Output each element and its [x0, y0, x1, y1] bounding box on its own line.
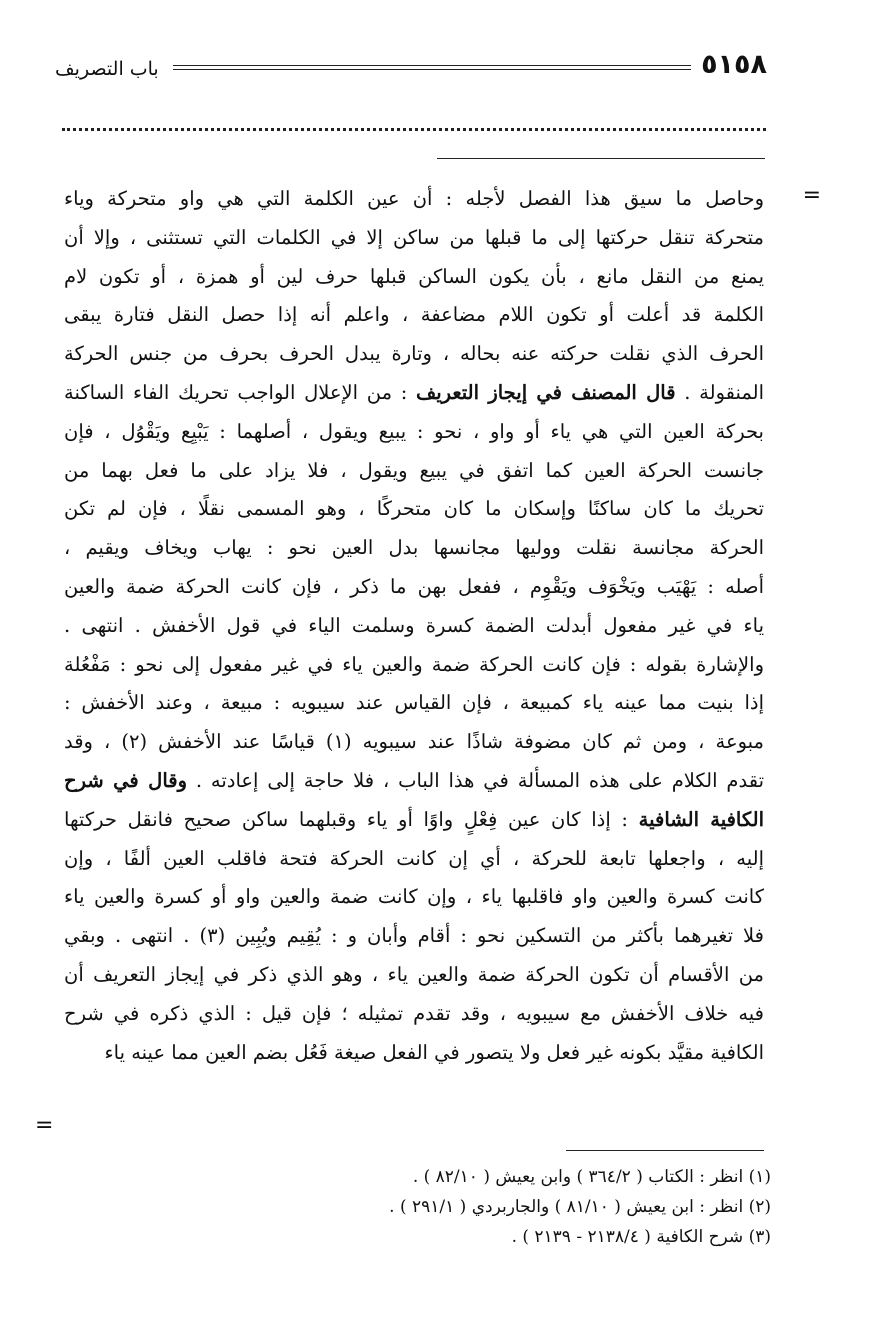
text-line [64, 374, 764, 413]
header-rule [173, 65, 691, 70]
continuation-mark-end: = [35, 1113, 54, 1138]
text-line: وحاصل ما سيق هذا الفصل لأجله : أن عين الكلمة التي هي واو متحركة وياء [64, 187, 764, 210]
section-rule [437, 158, 765, 159]
bold-heading: قال المصنف في إيجاز التعريف [416, 380, 676, 404]
footnotes [211, 1162, 771, 1252]
text-segment: تقدم الكلام على هذه المسألة في هذا الباب ، فلا حاجة إلى إعادته . [195, 768, 764, 792]
bold-heading: وقال في شرح [64, 768, 187, 792]
text-line: إليه ، واجعلها تابعة للحركة ، أي إن كانت الحركة فتحة فاقلب العين ألفًا ، وإن [64, 846, 764, 870]
dotted-separator [62, 128, 766, 131]
text-line: الكافية مقيَّد بكونه غير فعل ولا يتصور في الفعل صيغة فَعُل بضم العين مما عينه ياء [104, 1040, 764, 1064]
text-line [64, 762, 764, 801]
text-line: ياء في غير مفعول أبدلت الضمة كسرة وسلمت الياء في قول الأخفش . انتهى . [64, 613, 764, 637]
text-line: إذا بنيت مما عينه ياء كمبيعة ، فإن القياس عند سيبويه : مبيعة ، وعند الأخفش : [64, 691, 764, 715]
text-line: فيه خلاف الأخفش مع سيبويه ، وقد تقدم تمثيله ؛ فإن قيل : الذي ذكره في شرح [64, 1001, 764, 1025]
text-line: أصله : يَهْيَب ويَخْوَف ويَقْوِم ، ففعل بهن ما ذكر ، فإن كانت الحركة ضمة والعين [64, 574, 764, 598]
text-line: متحركة تنقل حركتها إلى ما قبلها من ساكن إلا في الكلمات التي تستثنى ، وإلا أن [64, 225, 764, 249]
text-line [64, 801, 764, 840]
text-segment: : من الإعلال الواجب تحريك الفاء الساكنة [64, 380, 408, 404]
main-text [64, 180, 764, 1072]
continuation-mark-start: = [802, 183, 821, 208]
text-line: فلا تغيرهما بأكثر من التسكين نحو : أقام وأبان و : يُقِيم ويُبِين (٣) . انتهى . وبقي [64, 924, 764, 948]
footnote: (٢) انظر : ابن يعيش ( ٨١/١٠ ) والجاربردي ( ٢٩١/١ ) . [389, 1197, 771, 1217]
footnote-rule [566, 1150, 764, 1151]
footnote: (١) انظر : الكتاب ( ٣٦٤/٢ ) وابن يعيش ( ٨٢/١٠ ) . [412, 1167, 771, 1187]
text-line: يمنع من النقل مانع ، بأن يكون الساكن قبلها حرف لين أو همزة ، أو تكون لام [64, 264, 764, 288]
text-line: جانست الحركة العين كما اتفق في يبيع ويقول ، فلا يزاد على ما فعل بهما من [64, 458, 764, 482]
text-line: بحركة العين التي هي ياء أو واو ، نحو : يبيع ويقول ، أصلهما : يَبْيِع ويَقْوُل ، فإن [64, 419, 764, 443]
footnote: (٣) شرح الكافية ( ٢١٣٨/٤ - ٢١٣٩ ) . [511, 1227, 771, 1247]
text-line: تحريك ما كان ساكنًا وإسكان ما كان متحركًا ، وهو المسمى نقلًا ، فإن لم تكن [64, 497, 764, 521]
text-line: كانت كسرة والعين واو فاقلبها ياء ، وإن كانت ضمة والعين واو أو كسرة والعين ياء [64, 885, 764, 909]
page-header [55, 48, 767, 88]
text-line: من الأقسام أن تكون الحركة ضمة والعين ياء ، وهو الذي ذكر في إيجاز التعريف أن [64, 962, 764, 986]
text-line: الحركة مجانسة نقلت ووليها مجانسها بدل العين نحو : يهاب ويخاف ويقيم ، [64, 536, 764, 560]
text-line: مبوعة ، ومن ثم كان مضوفة شاذًا عند سيبويه (١) قياسًا عند الأخفش (٢) ، وقد [64, 730, 764, 754]
text-segment: : إذا كان عين فِعْلٍ واوًا أو ياء وقبلهما ساكن صحيح فانقل حركتها [64, 807, 628, 831]
text-line: الكلمة قد أعلت أو تكون اللام مضاعفة ، واعلم أنه إذا حصل النقل فتارة يبقى [64, 303, 764, 327]
text-line: والإشارة بقوله : فإن كانت الحركة ضمة والعين ياء في غير مفعول إلى نحو : مَفْعُلة [64, 652, 764, 676]
chapter-title: باب التصريف [55, 58, 159, 80]
text-line: الحرف الذي نقلت حركته عنه بحاله ، وتارة يبدل الحرف بحرف من جنس الحركة [64, 342, 764, 366]
bold-heading: الكافية الشافية [638, 807, 764, 831]
page-number: ٥١٥٨ [701, 49, 767, 80]
text-segment: المنقولة . [684, 380, 764, 404]
